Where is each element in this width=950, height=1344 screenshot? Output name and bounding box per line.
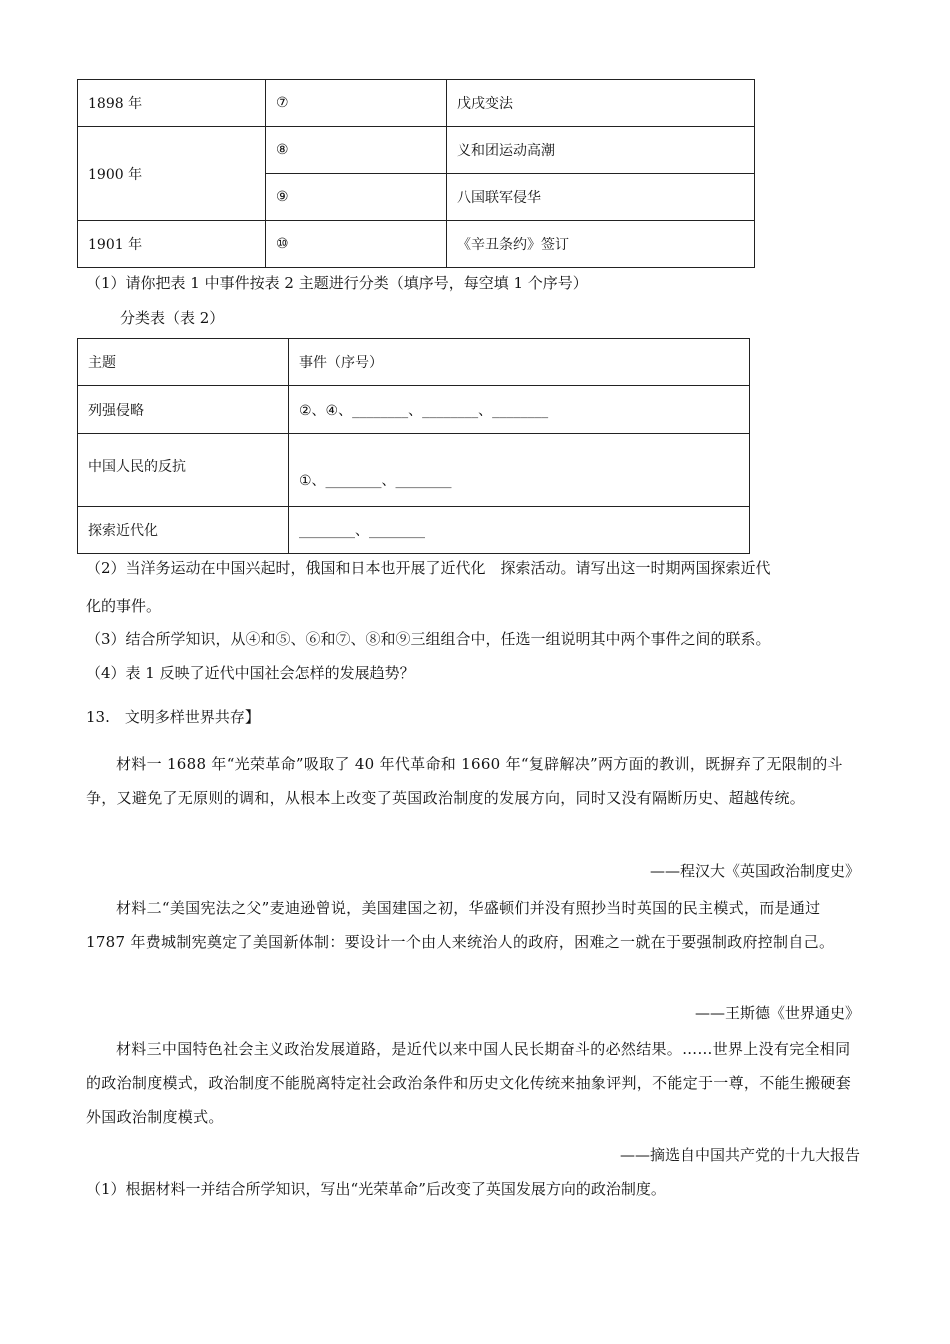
- source-1: ——程汉大《英国政治制度史》: [649, 862, 860, 880]
- events-cell: ②、④、________、________、________: [289, 386, 750, 434]
- header-theme: 主题: [78, 339, 289, 386]
- question-2-line-1: （2）当洋务运动在中国兴起时，俄国和日本也开展了近代化 探索活动。请写出这一时期两国探索近代: [86, 559, 771, 577]
- event-cell: 戊戌变法: [447, 80, 755, 127]
- question-3: （3）结合所学知识，从④和⑤、⑥和⑦、⑧和⑨三组组合中，任选一组说明其中两个事件之间的联系。: [86, 630, 771, 648]
- question-1: （1）请你把表 1 中事件按表 2 主题进行分类（填序号，每空填 1 个序号）: [86, 274, 588, 292]
- event-cell: 八国联军侵华: [447, 174, 755, 221]
- number-cell: ⑩: [266, 221, 447, 268]
- number-cell: ⑨: [266, 174, 447, 221]
- table-row: [78, 386, 750, 434]
- table-row: [78, 221, 755, 268]
- header-events: 事件（序号）: [289, 339, 750, 386]
- source-3: ——摘选自中国共产党的十九大报告: [619, 1146, 860, 1164]
- theme-cell: 列强侵略: [78, 386, 289, 434]
- table-row: [78, 434, 750, 507]
- question-13-title: 13. 文明多样世界共存】: [86, 708, 260, 726]
- theme-cell: 中国人民的反抗: [78, 434, 289, 507]
- year-cell: 1901 年: [78, 221, 266, 268]
- material-3: 材料三中国特色社会主义政治发展道路，是近代以来中国人民长期奋斗的必然结果。……世界上没有完全相同的政治制度模式，政治制度不能脱离特定社会政治条件和历史文化传统来抽象评判，不能定于一尊，不能生搬硬套外国政治制度模式。: [86, 1040, 852, 1126]
- events-cell: ________、________: [289, 507, 750, 554]
- year-cell: 1900 年: [78, 127, 266, 221]
- number-cell: ⑦: [266, 80, 447, 127]
- question-2-line-2: 化的事件。: [86, 597, 162, 615]
- events-cell: ①、________、________: [289, 434, 750, 507]
- table-row: [78, 507, 750, 554]
- table-2-caption: 分类表（表 2）: [120, 309, 225, 327]
- table-row: [78, 127, 755, 174]
- classification-table-2: [77, 338, 750, 554]
- table-header-row: [78, 339, 750, 386]
- material-2: 材料二“美国宪法之父”麦迪逊曾说，美国建国之初，华盛顿们并没有照抄当时英国的民主模式，而是通过 1787 年费城制宪奠定了美国新体制：要设计一个由人来统治人的政府，困难之一就在于要强制政府控制自己。: [86, 899, 835, 951]
- year-cell: 1898 年: [78, 80, 266, 127]
- material-1: 材料一 1688 年“光荣革命”吸取了 40 年代革命和 1660 年“复辟解决”两方面的教训，既摒弃了无限制的斗争，又避免了无原则的调和，从根本上改变了英国政治制度的发展方向，同时又没有隔断历史、超越传统。: [86, 755, 843, 807]
- question-4: （4）表 1 反映了近代中国社会怎样的发展趋势？: [86, 664, 415, 682]
- source-2: ——王斯德《世界通史》: [694, 1004, 860, 1022]
- table-row: [78, 80, 755, 127]
- event-cell: 《辛丑条约》签订: [447, 221, 755, 268]
- event-table-1: [77, 79, 755, 268]
- theme-cell: 探索近代化: [78, 507, 289, 554]
- question-13-1: （1）根据材料一并结合所学知识，写出“光荣革命”后改变了英国发展方向的政治制度。: [86, 1180, 666, 1198]
- number-cell: ⑧: [266, 127, 447, 174]
- event-cell: 义和团运动高潮: [447, 127, 755, 174]
